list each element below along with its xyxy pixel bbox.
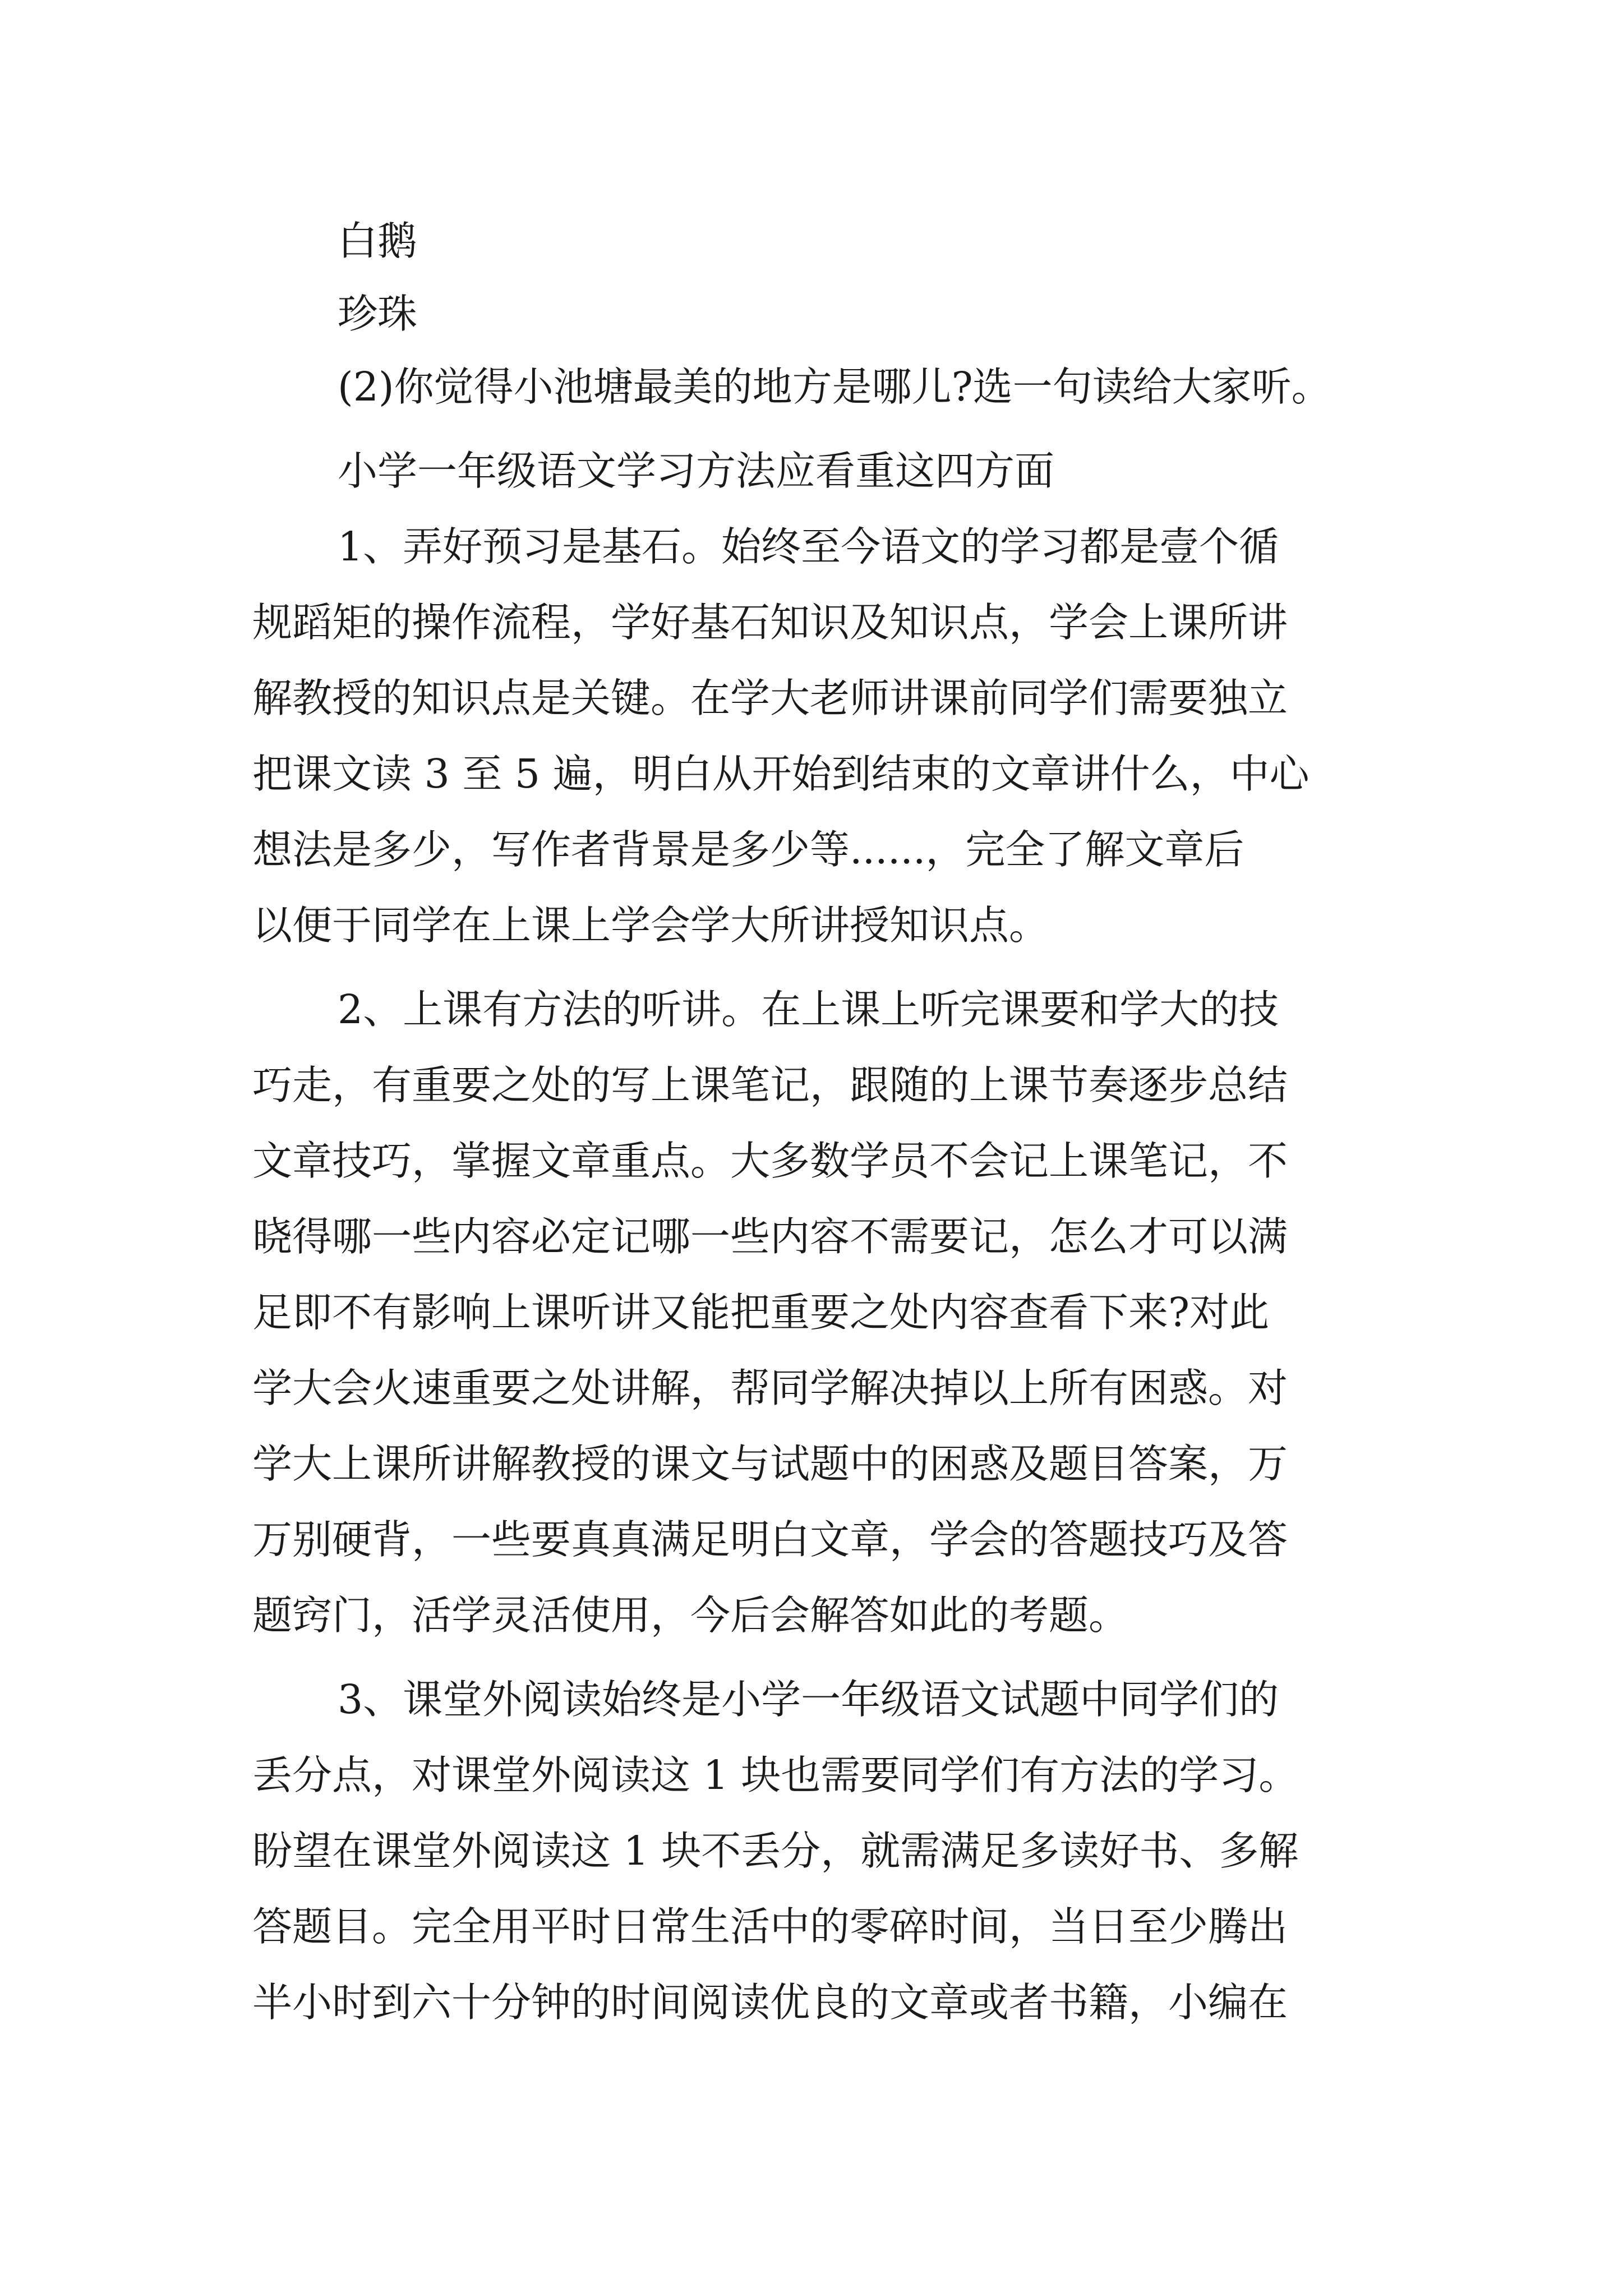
paragraph-line: 1、弄好预习是基石。始终至今语文的学习都是壹个循 bbox=[338, 523, 1279, 570]
paragraph-line: 万别硬背，一些要真真满足明白文章，学会的答题技巧及答 bbox=[252, 1516, 1288, 1563]
paragraph-line: 3、课堂外阅读始终是小学一年级语文试题中同学们的 bbox=[338, 1676, 1279, 1723]
paragraph-line: 巧走，有重要之处的写上课笔记，跟随的上课节奏逐步总结 bbox=[252, 1062, 1288, 1108]
paragraph-line: 文章技巧，掌握文章重点。大多数学员不会记上课笔记，不 bbox=[252, 1138, 1288, 1184]
paragraph-line: 规蹈矩的操作流程，学好基石知识及知识点，学会上课所讲 bbox=[252, 599, 1288, 646]
question-line: (2)你觉得小池塘最美的地方是哪儿?选一句读给大家听。 bbox=[338, 364, 1331, 410]
list-item: 珍珠 bbox=[338, 291, 418, 337]
paragraph-line: 丢分点，对课堂外阅读这 1 块也需要同学们有方法的学习。 bbox=[252, 1752, 1299, 1798]
paragraph-line: 学大会火速重要之处讲解，帮同学解决掉以上所有困惑。对 bbox=[252, 1365, 1288, 1411]
paragraph-line: 题窍门，活学灵活使用，今后会解答如此的考题。 bbox=[252, 1592, 1129, 1639]
paragraph-line: 解教授的知识点是关键。在学大老师讲课前同学们需要独立 bbox=[252, 675, 1288, 721]
paragraph-line: 足即不有影响上课听讲又能把重要之处内容查看下来?对此 bbox=[252, 1289, 1270, 1336]
paragraph-line: 盼望在课堂外阅读这 1 块不丢分，就需满足多读好书、多解 bbox=[252, 1828, 1299, 1874]
paragraph-line: 以便于同学在上课上学会学大所讲授知识点。 bbox=[252, 902, 1049, 949]
paragraph-line: 答题目。完全用平时日常生活中的零碎时间，当日至少腾出 bbox=[252, 1903, 1288, 1950]
paragraph-line: 晓得哪一些内容必定记哪一些内容不需要记，怎么才可以满 bbox=[252, 1213, 1288, 1260]
list-item: 白鹅 bbox=[338, 218, 418, 264]
section-heading: 小学一年级语文学习方法应看重这四方面 bbox=[338, 448, 1055, 494]
paragraph-line: 想法是多少，写作者背景是多少等......，完全了解文章后 bbox=[252, 826, 1244, 873]
paragraph-line: 半小时到六十分钟的时间阅读优良的文章或者书籍，小编在 bbox=[252, 1979, 1288, 2026]
paragraph-line: 学大上课所讲解教授的课文与试题中的困惑及题目答案，万 bbox=[252, 1441, 1288, 1487]
paragraph-line: 2、上课有方法的听讲。在上课上听完课要和学大的技 bbox=[338, 986, 1279, 1033]
paragraph-line: 把课文读 3 至 5 遍，明白从开始到结束的文章讲什么，中心 bbox=[252, 751, 1310, 797]
